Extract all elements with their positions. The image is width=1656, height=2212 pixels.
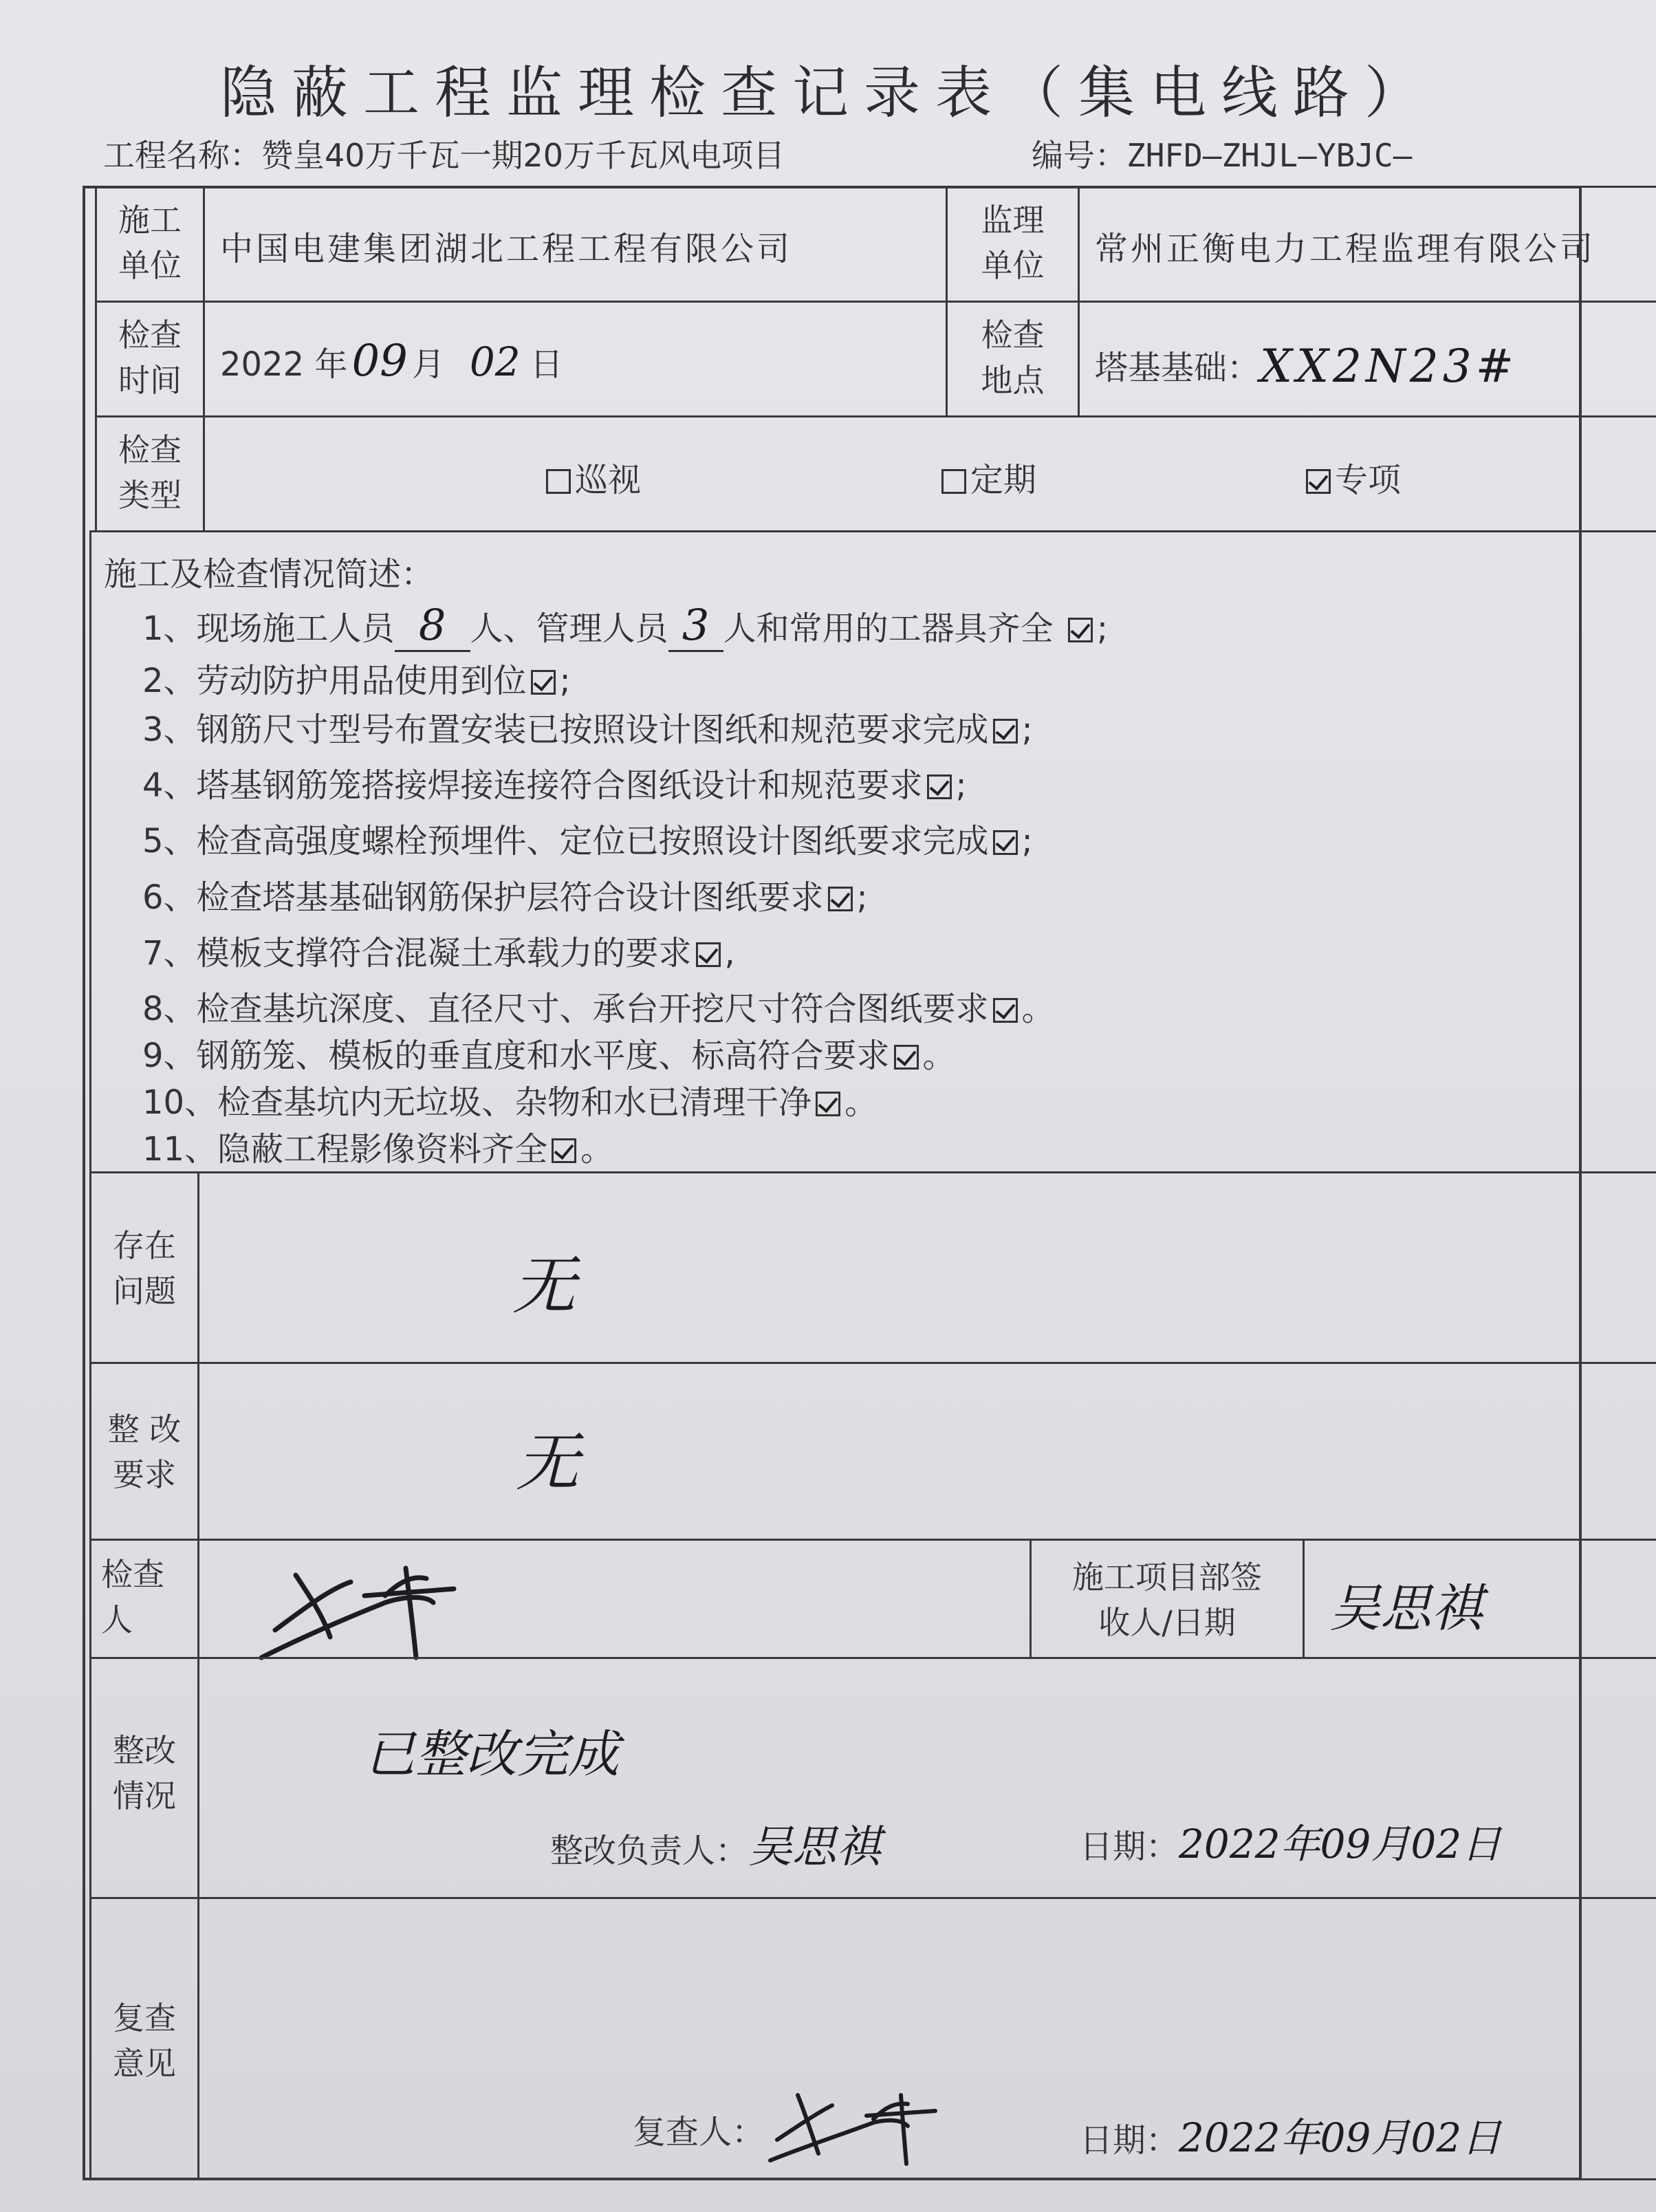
- checkbox-special: [1306, 469, 1331, 494]
- item-4-text: 4、塔基钢筋笼搭接焊接连接符合图纸设计和规范要求: [142, 766, 923, 805]
- summary-item-3: [142, 703, 1033, 750]
- summary-item-10: [142, 1076, 878, 1123]
- rectify-date-label: 日期：: [1080, 1828, 1179, 1866]
- item-6-end: ;: [856, 878, 868, 917]
- construction-unit-value: 中国电建集团湖北工程工程有限公司: [220, 230, 793, 268]
- item-1-checkbox: [1068, 618, 1093, 642]
- item-10-end: 。: [845, 1083, 878, 1122]
- document-number: ZHFD—ZHJL—YBJC—: [1126, 137, 1413, 174]
- item-9-checkbox: [894, 1045, 919, 1070]
- issues-value: 无: [512, 1249, 576, 1323]
- workers-count: 8: [418, 600, 446, 650]
- type-option-special: [1302, 453, 1401, 501]
- rectify-date: 2022年09月02日: [1179, 1821, 1502, 1867]
- item-8-checkbox: [993, 998, 1018, 1023]
- rectify-req-cell: [197, 1362, 1656, 1541]
- item-3-checkbox: [993, 719, 1018, 744]
- review-date: 2022年09月02日: [1179, 2114, 1502, 2161]
- rectify-status-value: 已整改完成: [364, 1725, 619, 1784]
- item-7-checkbox: [696, 942, 721, 967]
- supervision-unit-label-cell: [946, 186, 1080, 303]
- item-11-checkbox: [552, 1138, 576, 1163]
- inspection-place-label: 检查 地点: [981, 316, 1045, 399]
- checkbox-patrol: [546, 469, 571, 494]
- inspection-type-label-cell: [95, 415, 205, 532]
- construction-unit-cell: [203, 186, 948, 303]
- document-title: 隐蔽工程监理检查记录表（集电线路）: [219, 61, 1436, 126]
- item-3-end: ;: [1021, 711, 1033, 749]
- summary-item-7: [142, 926, 735, 974]
- site-signature: 吴思祺: [1329, 1579, 1482, 1638]
- summary-item-4: [142, 759, 967, 806]
- issues-label: 存在 问题: [113, 1227, 176, 1310]
- inspection-time-label-cell: [95, 301, 205, 418]
- reviewer-signature-mark: [770, 2085, 977, 2167]
- summary-cell: [89, 530, 1656, 1173]
- rectify-date-line: [1080, 1812, 1501, 1869]
- date-day-suffix: 日: [530, 345, 563, 384]
- issues-cell: [197, 1171, 1656, 1364]
- item-10-text: 10、检查基坑内无垃圾、杂物和水已清理干净: [142, 1083, 812, 1122]
- inspection-type-cell: [203, 415, 1656, 532]
- summary-heading: 施工及检查情况简述：: [104, 555, 435, 594]
- item-8-end: 。: [1021, 990, 1055, 1028]
- inspector-signature-mark: [248, 1554, 509, 1665]
- rectify-status-cell: [197, 1657, 1656, 1899]
- type-option-periodic: [937, 453, 1036, 501]
- rectify-person: 吴思祺: [748, 1822, 881, 1873]
- review-label: 复查 意见: [113, 1999, 176, 2082]
- type-option-patrol: [542, 453, 641, 501]
- inspection-time-cell: [203, 301, 948, 418]
- item-1-mid: 人、管理人员: [470, 609, 668, 648]
- managers-count: 3: [682, 600, 710, 650]
- site-sign-label: 施工项目部签 收人/日期: [1072, 1559, 1262, 1641]
- item-7-end: ,: [724, 934, 735, 973]
- site-signature-cell: [1303, 1539, 1656, 1659]
- inspection-place-label-cell: [946, 301, 1080, 418]
- item-6-text: 6、检查塔基基础钢筋保护层符合设计图纸要求: [142, 878, 824, 917]
- inspection-time-label: 检查 时间: [118, 316, 182, 399]
- project-name-line: [103, 131, 785, 176]
- rectify-status-label-cell: [89, 1657, 199, 1899]
- item-2-end: ;: [559, 662, 571, 700]
- summary-item-11: [142, 1123, 613, 1170]
- item-7-text: 7、模板支撑符合混凝土承载力的要求: [142, 934, 692, 973]
- inspector-label: 检查 人: [101, 1556, 164, 1638]
- rectify-req-label-cell: [89, 1362, 199, 1541]
- site-sign-label-cell: [1029, 1539, 1305, 1659]
- construction-unit-label: 施工 单位: [118, 202, 182, 284]
- rectify-person-line: [550, 1812, 880, 1875]
- review-label-cell: [89, 1897, 199, 2180]
- summary-item-6: [142, 871, 868, 918]
- item-4-end: ;: [955, 766, 967, 805]
- item-10-checkbox: [816, 1092, 840, 1116]
- item-4-checkbox: [927, 774, 952, 799]
- document-number-line: [1032, 131, 1412, 176]
- summary-item-8: [142, 982, 1055, 1030]
- summary-item-5: [142, 814, 1033, 862]
- date-month-suffix: 月: [411, 345, 445, 384]
- project-name-label: 工程名称：: [103, 137, 261, 174]
- item-11-end: 。: [580, 1130, 614, 1169]
- inspection-place-cell: [1078, 301, 1656, 418]
- date-month: 09: [351, 336, 408, 387]
- item-5-checkbox: [993, 830, 1018, 855]
- item-2-text: 2、劳动防护用品使用到位: [142, 662, 527, 700]
- item-2-checkbox: [531, 670, 556, 695]
- review-cell: [197, 1897, 1656, 2180]
- inspection-date: [220, 336, 563, 387]
- place-prefix: 塔基基础：: [1095, 349, 1261, 387]
- item-9-text: 9、钢筋笼、模板的垂直度和水平度、标高符合要求: [142, 1037, 890, 1075]
- type-option-periodic-label: 定期: [970, 461, 1037, 499]
- construction-unit-label-cell: [95, 186, 205, 303]
- checkbox-periodic: [941, 469, 966, 494]
- summary-item-9: [142, 1029, 956, 1076]
- inspection-place: [1095, 337, 1518, 393]
- managers-count-blank: [668, 600, 723, 652]
- review-date-line: [1080, 2105, 1501, 2163]
- inspection-table: [83, 186, 1596, 2180]
- document-number-label: 编号：: [1032, 137, 1126, 174]
- item-9-end: 。: [922, 1037, 956, 1075]
- supervision-unit-value: 常州正衡电力工程监理有限公司: [1095, 230, 1596, 268]
- rectify-req-value: 无: [516, 1426, 580, 1499]
- supervision-unit-cell: [1078, 186, 1656, 303]
- rectify-person-label: 整改负责人：: [550, 1832, 749, 1870]
- rectify-req-label: 整 改 要求: [107, 1411, 182, 1493]
- type-option-patrol-label: 巡视: [575, 461, 642, 499]
- inspector-label-cell: [89, 1539, 199, 1659]
- inspection-type-label: 检查 类型: [118, 431, 182, 514]
- date-year-suffix: 年: [314, 345, 348, 384]
- summary-item-1: [142, 600, 1108, 652]
- summary-item-2: [142, 654, 571, 702]
- item-3-text: 3、钢筋尺寸型号布置安装已按照设计图纸和规范要求完成: [142, 711, 989, 749]
- item-5-end: ;: [1021, 822, 1033, 860]
- project-name: 赞皇40万千瓦一期20万千瓦风电项目: [261, 137, 785, 174]
- type-option-special-label: 专项: [1335, 461, 1402, 499]
- review-date-label: 日期：: [1080, 2121, 1179, 2160]
- item-5-text: 5、检查高强度螺栓预埋件、定位已按照设计图纸要求完成: [142, 822, 989, 860]
- date-year: 2022: [220, 345, 305, 384]
- place-value: XX2N23#: [1260, 340, 1518, 393]
- item-1-post: 人和常用的工器具齐全: [723, 609, 1054, 648]
- issues-label-cell: [89, 1171, 199, 1364]
- item-1-pre: 1、现场施工人员: [142, 609, 395, 648]
- inspector-signature-cell: [197, 1539, 1032, 1659]
- rectify-status-label: 整改 情况: [113, 1732, 176, 1814]
- workers-count-blank: [395, 600, 470, 652]
- item-8-text: 8、检查基坑深度、直径尺寸、承台开挖尺寸符合图纸要求: [142, 990, 989, 1028]
- item-1-end: ;: [1096, 609, 1109, 648]
- item-11-text: 11、隐蔽工程影像资料齐全: [142, 1130, 548, 1169]
- supervision-unit-label: 监理 单位: [981, 202, 1045, 284]
- reviewer-label: 复查人：: [633, 2113, 765, 2151]
- date-day: 02: [469, 338, 521, 385]
- item-6-checkbox: [828, 887, 853, 911]
